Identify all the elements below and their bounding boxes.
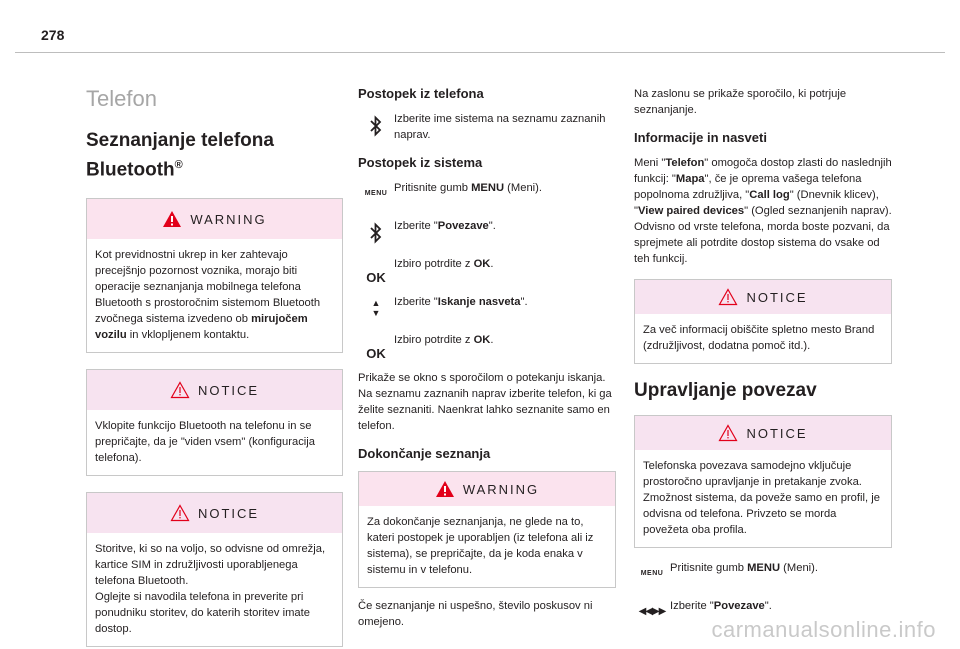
page-number: 278 [41,27,65,43]
notice-title: NOTICE [197,382,260,398]
warning-title: WARNING [190,211,267,227]
paragraph: Prikaže se okno s sporočilom o potekanju iskanja. [358,372,606,384]
connections-step-2: ◀◀▶▶ Izberite "Povezave". [638,600,772,617]
column-3 [634,86,892,636]
chapter-title: Telefon [86,86,157,111]
paragraph: Če seznanjanje ni uspešno, število poskusov ni omejeno. [358,600,593,628]
heading-finish-pairing: Dokončanje seznanja [358,446,491,461]
notice-title: NOTICE [197,505,260,521]
watermark: carmanualsonline.info [711,617,936,642]
section-heading-connections: Upravljanje povezav [634,380,817,401]
menu-icon: MENU [640,570,664,577]
menu-icon: MENU [364,190,388,197]
ok-icon: OK [366,270,386,285]
paragraph: Na seznamu zaznanih naprav izberite telefon, ki ga želite seznaniti. Naenkrat lahko seznanite samo en telefon. [358,388,612,432]
column-1 [86,80,343,649]
warning-title: WARNING [462,481,540,497]
notice-icon [718,424,738,442]
heading-phone-procedure: Postopek iz telefona [358,86,484,101]
system-step-4: ▲ ▼ Izberite "Iskanje nasveta". [371,296,528,318]
warning-box: WARNING Kot previdnostni ukrep in ker zahtevajo precejšnjo pozornost voznika, morajo biti operacije seznanjanja mobilnega telefona Bluetooth s prostoročnim sistemom Bluetooth zvočnega sistema izvedeno ob mirujočem vozilu in vklopljenem kontaktu. [86,198,343,353]
notice-title: NOTICE [746,289,808,305]
notice-icon [170,504,190,522]
notice-box: NOTICE Za več informacij obiščite spletno mesto Brand (združljivost, dodatna pomoč itd.). [634,279,892,364]
column-2 [358,86,616,630]
paragraph: Na zaslonu se prikaže sporočilo, ki potrjuje seznanjanje. [634,88,847,116]
paragraph: Odvisno od vrste telefona, morda boste pozvani, da sprejmete ali potrdite dostop sistema do vsake od teh funkcij. [634,221,890,265]
notice-icon [718,288,738,306]
notice-box: NOTICE Telefonska povezava samodejno vključuje prostoročno upravljanje in pretakanje zvoka. Zmožnost sistema, da poveže samo en profil, je odvisna od telefona. Privzeto se morda povežeta oba profila. [634,415,892,548]
section-heading-pairing: Seznanjanje telefona Bluetooth® [86,130,274,181]
connections-step-1: MENU Pritisnite gumb MENU (Meni). [640,562,818,577]
heading-info-tips: Informacije in nasveti [634,130,767,145]
top-rule [15,52,945,53]
notice-box: NOTICE Vklopite funkcijo Bluetooth na telefonu in se prepričajte, da je "viden vsem" (konfiguracija telefona). [86,369,343,476]
phone-step: Izberite ime sistema na seznamu zaznanih naprav. [358,111,616,143]
system-step-2: Izberite "Povezave". [358,218,616,246]
heading-system-procedure: Postopek iz sistema [358,155,483,170]
notice-box: NOTICE Storitve, ki so na voljo, so odvisne od omrežja, kartice SIM in združljivosti uporabljenega telefona Bluetooth. Oglejte si navodila telefona in preverite pri ponudniku storitev, do katerih storitev imate dostop. [86,492,343,647]
system-step-5: OK Izbiro potrdite z OK. [366,334,494,361]
notice-title: NOTICE [746,425,808,441]
ok-icon: OK [366,346,386,361]
warning-icon [435,480,455,498]
notice-icon [170,381,190,399]
bluetooth-icon [370,222,382,244]
bluetooth-icon [370,115,382,137]
left-right-arrows-icon: ◀◀▶▶ [638,606,666,617]
system-step-1: MENU Pritisnite gumb MENU (Meni). [364,182,542,197]
up-down-arrows-icon: ▲ ▼ [371,298,381,318]
warning-box: WARNING Za dokončanje seznanjanja, ne glede na to, kateri postopek je uporabljen (iz telefona ali iz sistema), se prepričajte, da je koda enaka v sistemu in v telefonu. [358,471,616,588]
warning-icon [162,210,182,228]
system-step-3: OK Izbiro potrdite z OK. [366,258,494,285]
info-paragraph: Meni "Telefon" omogoča dostop zlasti do naslednjih funkcij: "Mapa", če je oprema vašega telefona popolnoma združljiva, "Call log" (Dnevnik klicev), "View paired devices" (Ogled seznanjenih naprav). [634,157,892,217]
